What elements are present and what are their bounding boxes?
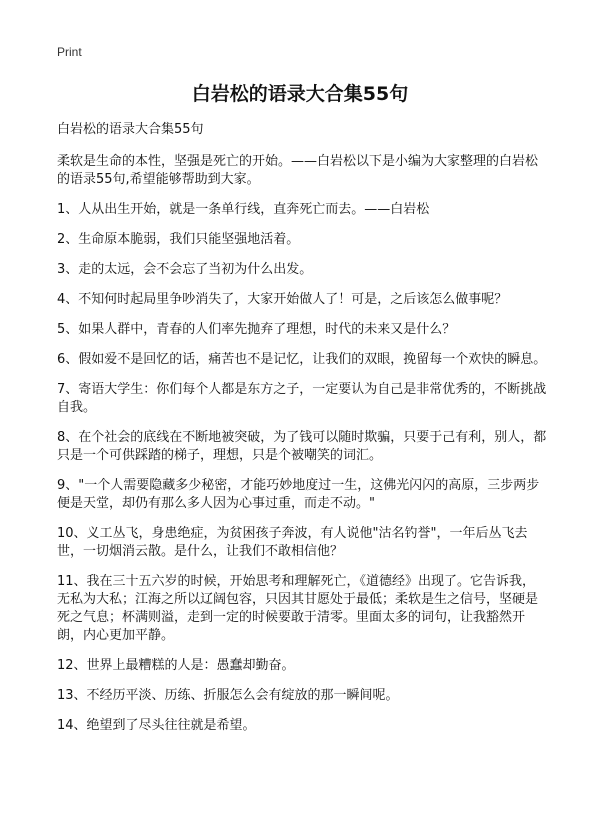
quote-item: 3、走的太远，会不会忘了当初为什么出发。 xyxy=(57,262,313,277)
quote-item: 4、不知何时起局里争吵消失了，大家开始做人了！可是，之后该怎么做事呢？ xyxy=(57,292,508,307)
document-body xyxy=(57,121,547,747)
quote-item: 13、不经历平淡、历练、折服怎么会有绽放的那一瞬间呢。 xyxy=(57,688,399,703)
quote-item: 14、绝望到了尽头往往就是希望。 xyxy=(57,718,256,733)
quote-item: 6、假如爱不是回忆的话，痛苦也不是记忆，让我们的双眼，挽留每一个欢快的瞬息。 xyxy=(57,352,547,367)
quote-item: 9、"一个人需要隐藏多少秘密，才能巧妙地度过一生，这佛光闪闪的高原，三步两步便是天堂，却仍有那么多人因为心事过重，而走不动。" xyxy=(57,478,540,511)
quote-item: 5、如果人群中，青春的人们率先抛弃了理想，时代的未来又是什么？ xyxy=(57,322,456,337)
quote-item: 12、世界上最糟糕的人是：愚蠢却勤奋。 xyxy=(57,658,295,673)
intro-paragraph: 柔软是生命的本性，坚强是死亡的开始。——白岩松以下是小编为大家整理的白岩松的语录55句,希望能够帮助到大家。 xyxy=(57,154,539,187)
quote-item: 7、寄语大学生：你们每个人都是东方之子，一定要认为自己是非常优秀的，不断挑战自我。 xyxy=(57,382,547,415)
quote-item: 8、在个社会的底线在不断地被突破，为了钱可以随时欺骗，只要于己有利，别人，都只是一个可供踩踏的梯子，理想，只是个被嘲笑的词汇。 xyxy=(57,430,547,463)
quote-item: 1、人从出生开始，就是一条单行线，直奔死亡而去。——白岩松 xyxy=(57,202,430,217)
quote-list xyxy=(57,201,547,735)
print-label: Print xyxy=(57,45,82,59)
quote-item: 11、我在三十五六岁的时候，开始思考和理解死亡，《道德经》出现了。它告诉我，无私为大私；江海之所以辽阔包容，只因其甘愿处于最低；柔软是生之信号，坚硬是死之气息；杯满则溢，走到一定的时候要敢于清零。里面太多的词句，让我豁然开朗，内心更加平静。 xyxy=(57,574,539,643)
quote-item: 10、义工丛飞，身患绝症，为贫困孩子奔波，有人说他"沽名钓誉"，一年后丛飞去世，一切烟消云散。是什么，让我们不敢相信他？ xyxy=(57,526,528,559)
document-title: 白岩松的语录大合集55句 xyxy=(191,83,409,105)
quote-item: 2、生命原本脆弱，我们只能坚强地活着。 xyxy=(57,232,300,247)
document-subtitle: 白岩松的语录大合集55句 xyxy=(57,122,204,137)
